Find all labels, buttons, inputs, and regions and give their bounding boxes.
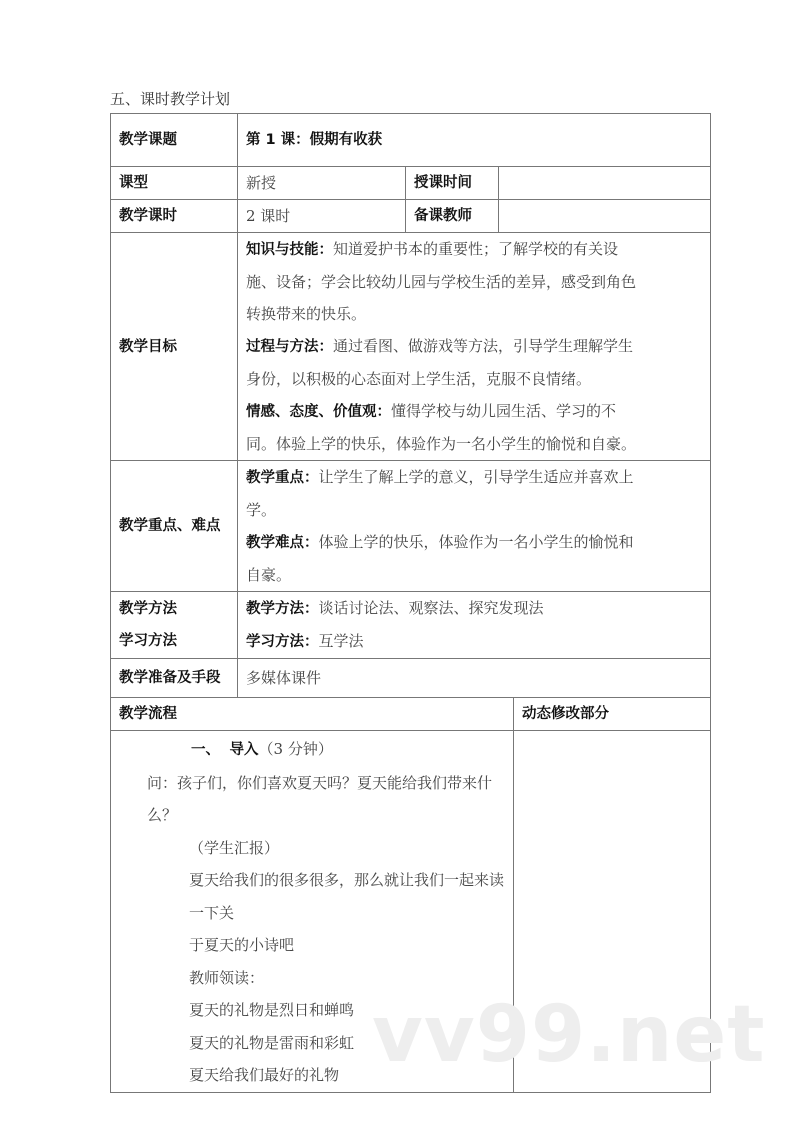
keypoints-content	[238, 461, 711, 592]
method-head: 学习方法：	[246, 634, 319, 650]
methods-label	[111, 592, 238, 659]
type-value: 新授	[238, 167, 406, 200]
flow-line: 教师领读：	[189, 968, 265, 987]
goal-text: 身份，以积极的心态面对上学生活，克服不良情绪。	[246, 370, 592, 388]
type-label: 课型	[111, 167, 238, 200]
row-keypoints	[111, 461, 711, 592]
method-head: 教学方法：	[246, 601, 319, 617]
learning-method-label: 学习方法	[119, 633, 177, 649]
keypoint-head: 教学难点：	[246, 535, 319, 551]
dynamic-edit-label: 动态修改部分	[514, 698, 711, 731]
goal-head: 知识与技能：	[246, 242, 333, 258]
flow-line: 夏天给我们的很多很多，那么就让我们一起来读一下关	[189, 871, 505, 922]
flow-line: 夏天给我们最好的礼物	[189, 1066, 340, 1084]
flow-line: 夏天的礼物是烈日和蝉鸣	[189, 1001, 355, 1019]
row-topic	[111, 114, 711, 167]
keypoint-text: 体验上学的快乐，体验作为一名小学生的愉悦和	[318, 533, 634, 551]
section-title: 五、课时教学计划	[110, 90, 231, 108]
teacher-value	[499, 200, 711, 233]
row-type	[111, 167, 711, 200]
lesson-plan-table	[110, 113, 711, 1093]
keypoint-text: 学。	[246, 501, 277, 519]
teacher-label: 备课教师	[406, 200, 499, 233]
goal-text: 知道爱护书本的重要性；了解学校的有关设	[333, 240, 619, 258]
goal-head: 情感、态度、价值观：	[246, 404, 391, 420]
time-label: 授课时间	[406, 167, 499, 200]
method-text: 谈话讨论法、观察法、探究发现法	[318, 599, 544, 617]
goals-label: 教学目标	[111, 233, 238, 461]
time-value	[499, 167, 711, 200]
methods-content	[238, 592, 711, 659]
prep-label: 教学准备及手段	[111, 659, 238, 698]
flow-heading-number: 一、	[191, 742, 220, 758]
flow-line: 夏天的礼物是雷雨和彩虹	[189, 1033, 355, 1052]
goals-content	[238, 233, 711, 461]
flow-question: 问：孩子们，你们喜欢夏天吗？夏天能给我们带来什么？	[147, 773, 493, 824]
hours-value: 2 课时	[238, 200, 406, 233]
flow-heading-time: （3 分钟）	[258, 740, 333, 758]
topic-label: 教学课题	[111, 114, 238, 167]
row-methods	[111, 592, 711, 659]
goal-head: 过程与方法：	[246, 339, 333, 355]
goal-text: 转换带来的快乐。	[246, 305, 367, 323]
keypoint-text: 自豪。	[246, 566, 292, 584]
row-prep	[111, 659, 711, 698]
method-text: 互学法	[318, 632, 364, 650]
goal-text: 施、设备；学会比较幼儿园与学校生活的差异，感受到角色	[246, 273, 637, 291]
flow-heading: 导入	[229, 742, 259, 758]
goal-text: 通过看图、做游戏等方法，引导学生理解学生	[333, 337, 634, 355]
flow-line: （学生汇报）	[189, 838, 280, 857]
flow-label: 教学流程	[111, 698, 514, 731]
row-goals	[111, 233, 711, 461]
keypoints-label: 教学重点、难点	[111, 461, 238, 592]
flow-line: 于夏天的小诗吧	[189, 936, 295, 954]
prep-value: 多媒体课件	[238, 659, 711, 698]
keypoint-text: 让学生了解上学的意义，引导学生适应并喜欢上	[318, 468, 634, 486]
keypoint-head: 教学重点：	[246, 470, 319, 486]
goal-text: 同。体验上学的快乐，体验作为一名小学生的愉悦和自豪。	[246, 435, 637, 453]
goal-text: 懂得学校与幼儿园生活、学习的不	[391, 402, 617, 420]
teaching-method-label: 教学方法	[119, 601, 177, 617]
hours-label: 教学课时	[111, 200, 238, 233]
row-hours	[111, 200, 711, 233]
watermark: vv99.net	[372, 990, 766, 1080]
topic-value: 第 1 课：假期有收获	[238, 114, 711, 167]
row-flow-header	[111, 698, 711, 731]
